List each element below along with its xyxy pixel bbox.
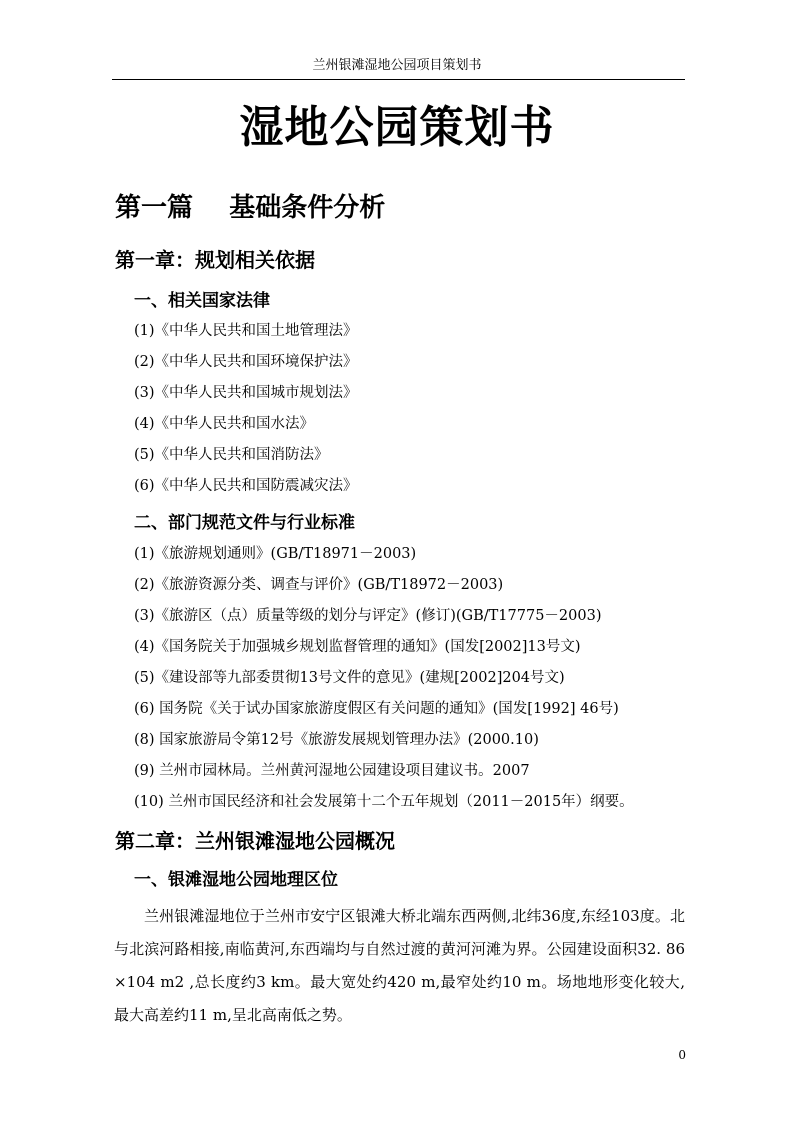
list-item: (6) 国务院《关于试办国家旅游度假区有关问题的通知》(国发[1992] 46号) xyxy=(134,701,619,717)
list-item: (9) 兰州市园林局。兰州黄河湿地公园建设项目建议书。2007 xyxy=(134,763,530,779)
chapter-heading-1: 第一章：规划相关依据 xyxy=(115,248,315,272)
page-number: 0 xyxy=(678,1048,686,1062)
standards-list xyxy=(134,539,634,818)
running-header: 兰州银滩湿地公园项目策划书 xyxy=(312,58,482,73)
list-item: (1)《旅游规划通则》(GB/T18971－2003) xyxy=(134,546,417,562)
list-item: (2)《旅游资源分类、调查与评价》(GB/T18972－2003) xyxy=(134,577,504,593)
section-heading-location: 一、银滩湿地公园地理区位 xyxy=(134,870,338,890)
section-heading-national-laws: 一、相关国家法律 xyxy=(134,291,270,311)
list-item: (8) 国家旅游局令第12号《旅游发展规划管理办法》(2000.10) xyxy=(134,732,539,748)
section-heading-standards: 二、部门规范文件与行业标准 xyxy=(134,513,355,533)
list-item: (4)《国务院关于加强城乡规划监督管理的通知》(国发[2002]13号文) xyxy=(134,639,581,655)
list-item: (4)《中华人民共和国水法》 xyxy=(134,416,315,432)
document-title: 湿地公园策划书 xyxy=(239,102,555,153)
list-item: (6)《中华人民共和国防震减灾法》 xyxy=(134,478,358,494)
list-item: (10) 兰州市国民经济和社会发展第十二个五年规划（2011－2015年）纲要。 xyxy=(134,794,634,810)
list-item: (1)《中华人民共和国土地管理法》 xyxy=(134,323,358,339)
part-heading: 第一篇 基础条件分析 xyxy=(115,193,386,223)
list-item: (3)《中华人民共和国城市规划法》 xyxy=(134,385,358,401)
list-item: (3)《旅游区（点）质量等级的划分与评定》(修订)(GB/T17775－2003) xyxy=(134,608,602,624)
header-divider xyxy=(112,79,685,80)
list-item: (5)《建设部等九部委贯彻13号文件的意见》(建规[2002]204号文) xyxy=(134,670,565,686)
list-item: (5)《中华人民共和国消防法》 xyxy=(134,447,329,463)
national-laws-list xyxy=(134,316,358,502)
location-paragraph: 兰州银滩湿地位于兰州市安宁区银滩大桥北端东西两侧,北纬36度,东经103度。北与北滨河路相接,南临黄河,东西端均与自然过渡的黄河河滩为界。公园建设面积32. 86 ×104 m2 ,总长度约3 km。最大宽处约420 m,最窄处约10 m。场地地形变化较大,最大高差约11 m,呈北高南低之势。 xyxy=(114,907,685,1024)
list-item: (2)《中华人民共和国环境保护法》 xyxy=(134,354,358,370)
chapter-heading-2: 第二章：兰州银滩湿地公园概况 xyxy=(115,829,395,853)
